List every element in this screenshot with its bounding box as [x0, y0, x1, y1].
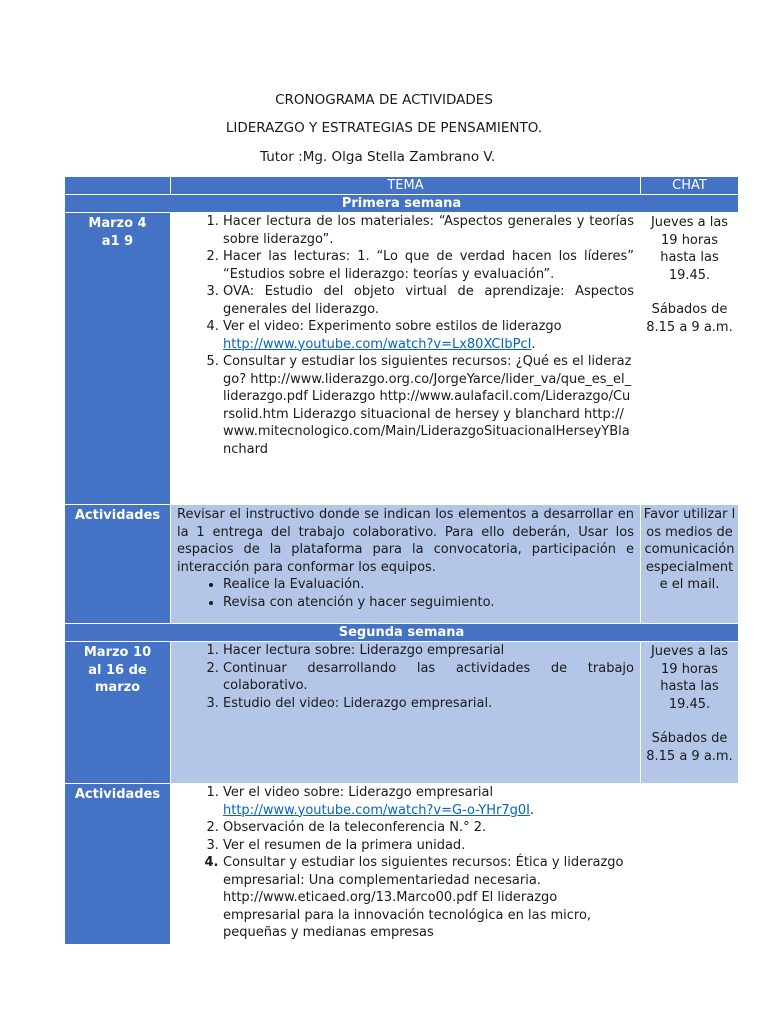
week1-activities-cell [171, 505, 641, 624]
week1-chat-cell [641, 213, 739, 505]
document-title: CRONOGRAMA DE ACTIVIDADES [275, 92, 493, 108]
header-chat: CHAT [641, 177, 739, 195]
tutor-line: Tutor :Mg. Olga Stella Zambrano V. [260, 149, 496, 165]
youtube-link-week1[interactable]: http://www.youtube.com/watch?v=Lx80XCIbPcI [223, 336, 532, 352]
list-item: • Realice la Evaluación. [223, 576, 634, 594]
week2-activities-row [65, 784, 739, 945]
list-item: 5. Consultar y estudiar los siguientes recursos: ¿Qué es el liderazgo? http://www.liderazgo.org.co/JorgeYarce/lider_va/que_es_el_liderazgo.pdf Liderazgo http://www.aulafacil.com/Liderazgo/Cursolid.htm Liderazgo situacional de hersey y blanchard http://www.mitecnologico.com/Main/LiderazgoSituacionalHerseyYBlanchard [223, 353, 634, 458]
week-label-1: Primera semana [65, 195, 739, 213]
list-item: 2. Continuar desarrollando las actividades de trabajo colaborativo. [223, 660, 634, 695]
week-row-1 [65, 195, 739, 213]
list-item: 3. OVA: Estudio del objeto virtual de aprendizaje: Aspectos generales del liderazgo. [223, 283, 634, 318]
list-item: 2. Observación de la teleconferencia N.° 2. [223, 819, 634, 837]
chat-schedule-thursday: Jueves a las 19 horas hasta las 19.45. [650, 215, 729, 283]
list-item: • Revisa con atención y hacer seguimiento. [223, 594, 634, 612]
video-task-text: Ver el video: Experimento sobre estilos de liderazgo [223, 319, 562, 334]
header-tema: TEMA [171, 177, 641, 195]
week2-activities-chat [641, 784, 739, 945]
table-header-row [65, 177, 739, 195]
week2-task-list [177, 642, 634, 712]
week2-activities-label: Actividades [65, 784, 171, 945]
week1-tema-cell [171, 213, 641, 505]
chat-schedule-thursday: Jueves a las 19 horas hasta las 19.45. [650, 644, 729, 712]
video-task-text: Ver el video sobre: Liderazgo empresarial [223, 785, 494, 800]
list-item: 4. Ver el video: Experimento sobre estilos de liderazgo http://www.youtube.com/watch?v=Lx80XCIbPcI. [223, 318, 634, 353]
week2-activities-cell [171, 784, 641, 945]
week-label-2: Segunda semana [65, 624, 739, 642]
week2-date: Marzo 10 al 16 de marzo [65, 642, 171, 784]
list-item: 1. Hacer lectura sobre: Liderazgo empresarial [223, 642, 634, 660]
list-item: 2. Hacer las lecturas: 1. “Lo que de verdad hacen los líderes” “Estudios sobre el liderazgo: teorías y evaluación”. [223, 248, 634, 283]
week2-chat-cell [641, 642, 739, 784]
youtube-link-week2[interactable]: http://www.youtube.com/watch?v=G-o-YHr7g0I [223, 802, 531, 818]
week2-content-row [65, 642, 739, 784]
week1-date: Marzo 4 a1 9 [65, 213, 171, 505]
week1-task-list [177, 213, 634, 458]
activities-bullets [177, 576, 634, 611]
header-empty-cell [65, 177, 171, 195]
list-item: 1. Ver el video sobre: Liderazgo empresarial http://www.youtube.com/watch?v=G-o-YHr7g0I. [223, 784, 634, 819]
week1-activities-label: Actividades [65, 505, 171, 624]
week1-activities-row [65, 505, 739, 624]
activities-text: Revisar el instructivo donde se indican los elementos a desarrollar en la 1 entrega del trabajo colaborativo. Para ello deberán, Usar los espacios de la plataforma para la convocatoria, participación e interacción para conformar los equipos. [177, 507, 634, 575]
chat-schedule-saturday: Sábados de 8.15 a 9 a.m. [646, 302, 733, 335]
list-item: 3. Ver el resumen de la primera unidad. [223, 837, 634, 855]
document-subtitle: LIDERAZGO Y ESTRATEGIAS DE PENSAMIENTO. [225, 120, 543, 136]
schedule-table [64, 176, 739, 945]
week2-activities-list [177, 784, 634, 942]
week1-content-row [65, 213, 739, 505]
list-item: 4. Consultar y estudiar los siguientes recursos: Ética y liderazgo empresarial: Una complementariedad necesaria. http://www.eticaed.org/13.Marco00.pdf El liderazgo empresarial para la innovación tecnológica en las micro, pequeñas y medianas empresas [223, 854, 634, 942]
list-item: 3. Estudio del video: Liderazgo empresarial. [223, 695, 634, 713]
week-row-2 [65, 624, 739, 642]
chat-schedule-saturday: Sábados de 8.15 a 9 a.m. [646, 731, 733, 764]
list-item: 1. Hacer lectura de los materiales: “Aspectos generales y teorías sobre liderazgo”. [223, 213, 634, 248]
week1-activities-chat: Favor utilizar los medios de comunicación especialmente el mail. [641, 505, 739, 624]
week2-tema-cell [171, 642, 641, 784]
